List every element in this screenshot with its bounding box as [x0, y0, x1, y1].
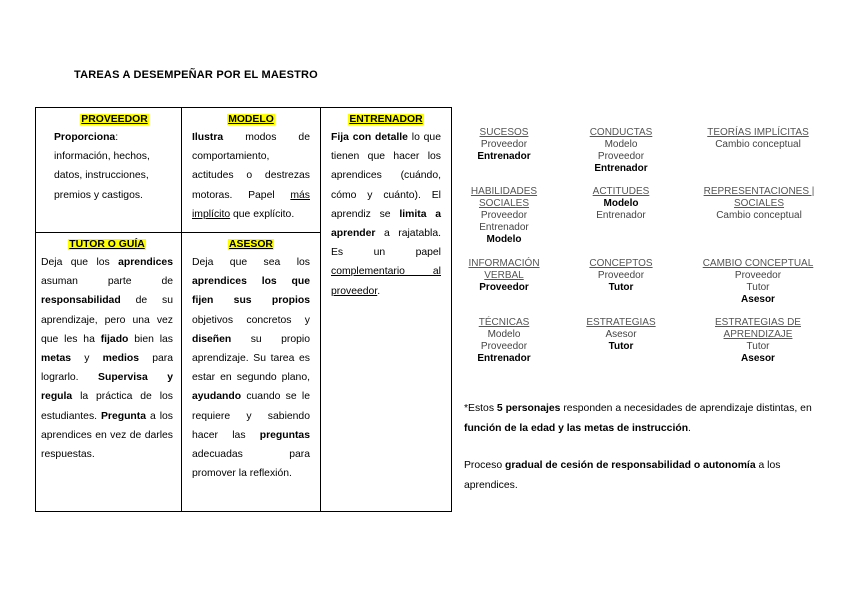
learning-type-item: ESTRATEGIAS DE APRENDIZAJE Tutor Asesor — [715, 317, 801, 364]
learning-type-item: REPRESENTACIONES | SOCIALES Cambio conceptual — [703, 186, 815, 221]
cell-tutor: TUTOR O GUÍA Deja que los aprendices asuman parte de responsabilidad de su aprendizaje, pero una vez que les ha fijado bien las metas y medios para lograrlo. Supervisa y regula la práctica de los estudiantes. Pregunta a los aprendices en vez de darles respuestas. — [41, 239, 174, 461]
cell-heading: MODELO — [228, 114, 274, 125]
page-title: TAREAS A DESEMPEÑAR POR EL MAESTRO — [74, 69, 318, 81]
lead-text: Proporciona — [54, 132, 116, 143]
cell-proveedor: PROVEEDOR Proporciona: información, hechos, datos, instrucciones, premios y castigos. — [36, 108, 181, 205]
note-personajes: *Estos 5 personajes responden a necesidades de aprendizaje distintas, en función de la edad y las metas de instrucción. — [464, 403, 812, 434]
cell-heading: ENTRENADOR — [349, 114, 423, 125]
cell-heading: TUTOR O GUÍA — [69, 239, 145, 250]
learning-type-item: CONDUCTAS Modelo Proveedor Entrenador — [589, 127, 653, 174]
learning-type-item: TEORÍAS IMPLÍCITAS Cambio conceptual — [707, 127, 809, 150]
note-proceso: Proceso gradual de cesión de responsabilidad o autonomía a los aprendices. — [464, 460, 781, 491]
roles-table — [35, 107, 452, 512]
learning-type-item: ACTITUDES Modelo Entrenador — [592, 186, 650, 221]
learning-type-item: HABILIDADES SOCIALES Proveedor Entrenador Modelo — [470, 186, 538, 245]
learning-type-item: CAMBIO CONCEPTUAL Proveedor Tutor Asesor — [702, 258, 814, 305]
learning-type-item: CONCEPTOS Proveedor Tutor — [589, 258, 653, 293]
cell-modelo: MODELO Ilustra modos de comportamiento, actitudes o destrezas motoras. Papel más implícito que explícito. — [192, 114, 310, 220]
learning-type-item: ESTRATEGIAS Asesor Tutor — [586, 317, 656, 352]
cell-heading: PROVEEDOR — [81, 114, 148, 125]
cell-asesor: ASESOR Deja que sea los aprendices los que fijen sus propios objetivos concretos y diseñen su propio aprendizaje. Su tarea es estar en segundo plano, ayudando cuando se le requiere y sabiendo hacer las preguntas adecuadas para promover la reflexión. — [192, 239, 310, 480]
cell-entrenador: ENTRENADOR Fija con detalle lo que tienen que hacer los aprendices (cuándo, cómo y cuánto). El aprendiz se limita a aprender a rajatabla. Es un papel complementario al proveedor. — [331, 114, 441, 297]
learning-type-item: SUCESOS Proveedor Entrenador — [477, 127, 531, 162]
learning-type-item: TÉCNICAS Modelo Proveedor Entrenador — [477, 317, 531, 364]
cell-heading: ASESOR — [229, 239, 273, 250]
learning-type-item: INFORMACIÓN VERBAL Proveedor — [468, 258, 540, 293]
